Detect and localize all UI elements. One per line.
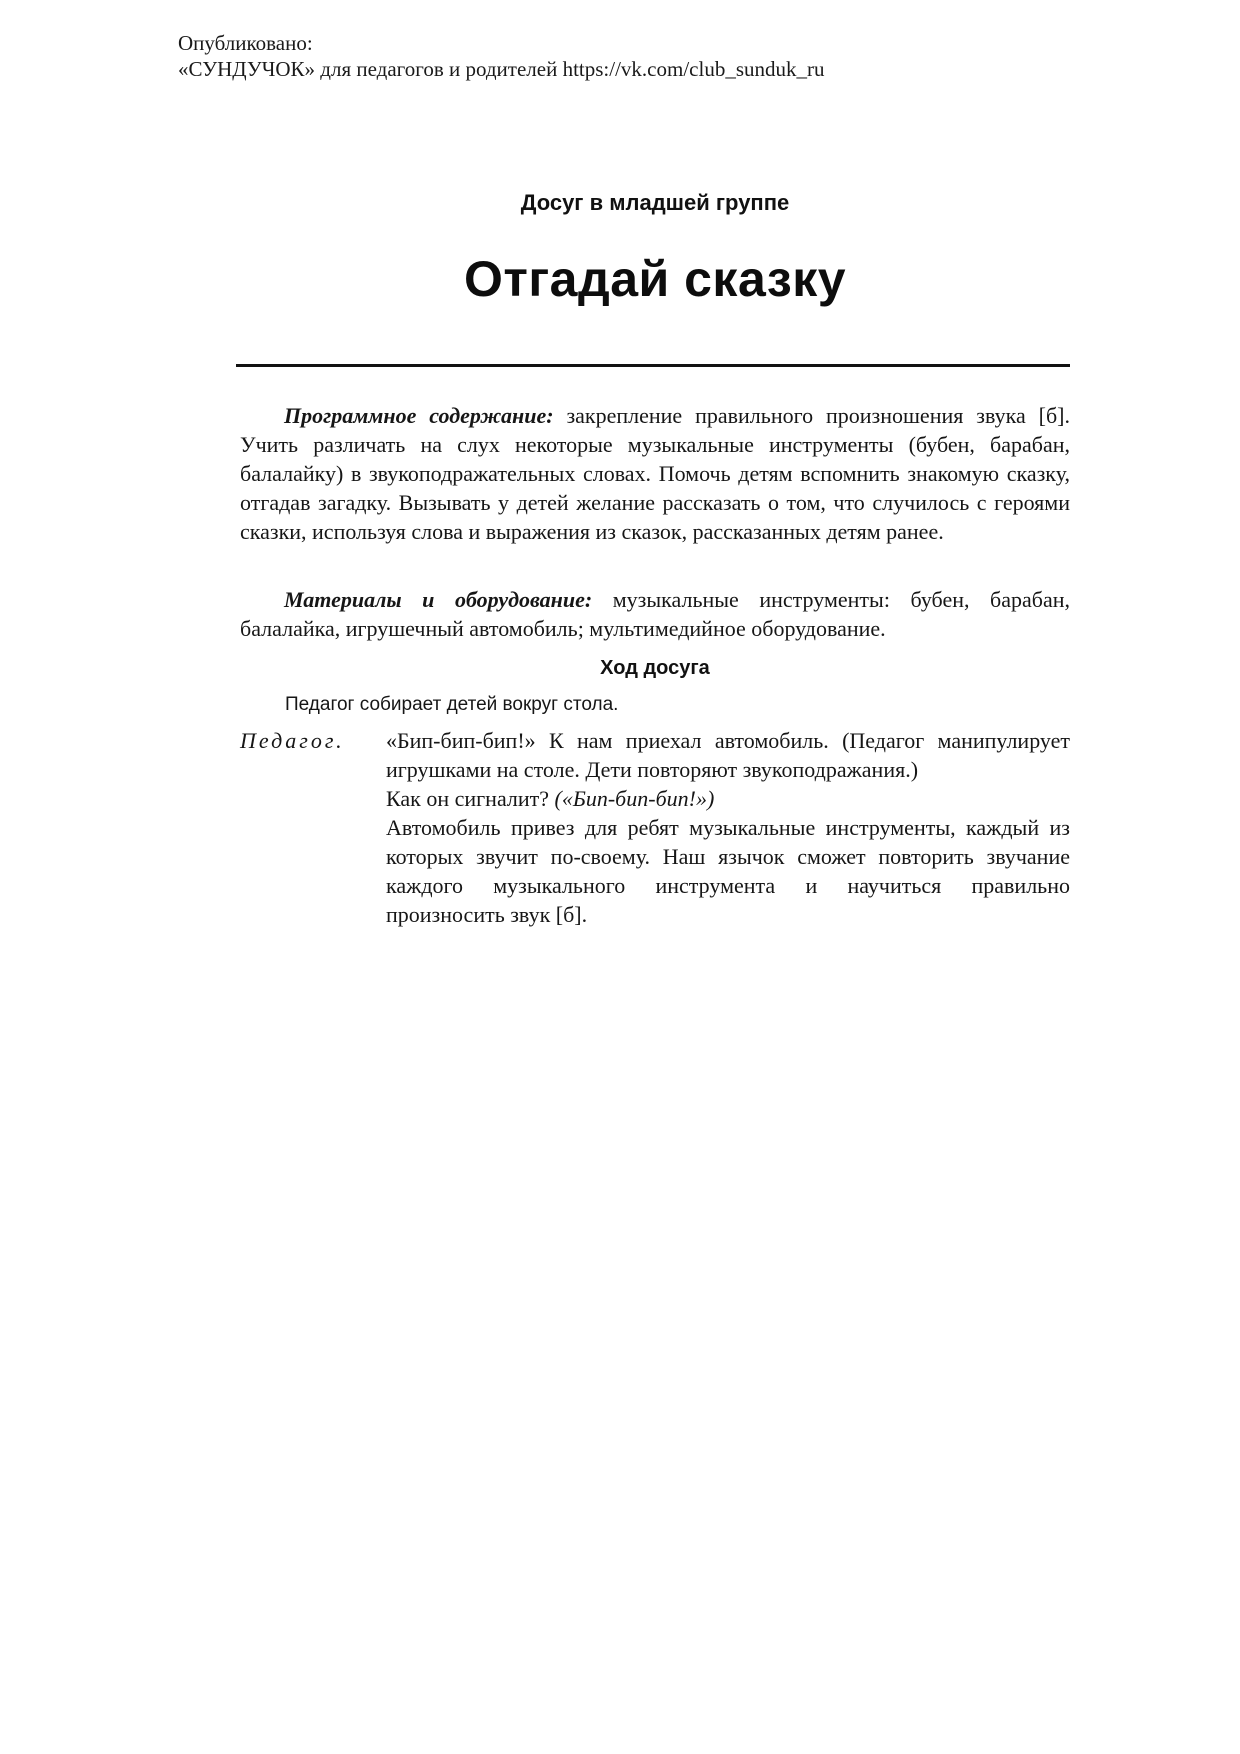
page-subtitle: Досуг в младшей группе: [520, 190, 790, 215]
publication-note: [178, 30, 1078, 82]
speaker-label: Педагог.: [240, 728, 345, 753]
publication-line-1: Опубликовано:: [178, 31, 313, 55]
program-label: Программное содержание:: [284, 403, 554, 428]
materials-text: музыкальные инструменты: бубен, барабан, балалайка, игрушечный автомобиль; мультимедийное оборудование.: [240, 587, 1070, 641]
publication-line-2: «СУНДУЧОК» для педагогов и родителей https://vk.com/club_sunduk_ru: [178, 57, 825, 81]
title-divider: [236, 364, 1070, 367]
dialogue-block: [240, 726, 1070, 929]
intro-line: Педагог собирает детей вокруг стола.: [285, 694, 619, 715]
page-title: Отгадай сказку: [463, 251, 847, 307]
speech-line-1: «Бип-бип-бип!» К нам приехал автомобиль. (Педагог манипулирует игрушками на столе. Дети повторяют звукоподражания.): [386, 728, 1070, 782]
program-text: закрепление правильного произношения звука [б]. Учить различать на слух некоторые музыкальные инструменты (бубен, барабан, балалайку) в звукоподражательных словах. Помочь детям вспомнить знакомую сказку, отгадав загадку. Вызывать у детей желание рассказать о том, что случилось с героями сказки, используя слова и выражения из сказок, рассказанных детям ранее.: [240, 403, 1070, 544]
section-heading: Ход досуга: [600, 657, 710, 679]
program-paragraph: [240, 401, 1070, 546]
speaker-lines: [386, 726, 1070, 929]
speech-line-2: [386, 784, 1070, 813]
speech-line-3: Автомобиль привез для ребят музыкальные инструменты, каждый из которых звучит по-своему. Наш язычок сможет повторить звучание каждого музыкального инструмента и научиться правильно произносить звук [б].: [386, 815, 1070, 927]
materials-paragraph: [240, 585, 1070, 643]
speech-answer: («Бип-бип-бип!»): [554, 786, 715, 811]
materials-label: Материалы и оборудование:: [284, 587, 593, 612]
speech-question: Как он сигналит?: [386, 786, 550, 811]
